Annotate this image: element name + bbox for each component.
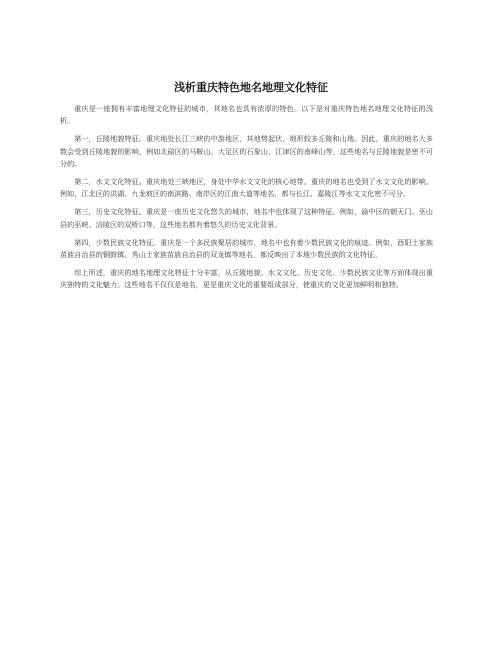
paragraph-history: 第三，历史文化特征。重庆是一座历史文化悠久的城市，地名中也体现了这种特征。例如，渝中区的朝天门、巫山县的巫峡、涪陵区的双桥口等，这些地名都有着悠久的历史文化背景。 [60, 207, 433, 229]
paragraph-hilly-terrain: 第一，丘陵地貌特征。重庆地处长江三峡的中游地区，其地势起伏，地形较多丘陵和山地。因此，重庆的地名大多数会受到丘陵地貌的影响，例如北碚区的马鞍山、大足区的石象山、江津区的南峰山等，这些地名与丘陵地貌是密不可分的。 [60, 134, 433, 168]
document-body [60, 103, 433, 298]
paragraph-hydrology: 第二，水文文化特征。重庆地处三峡地区，身处中华水文文化的核心地带。重庆的地名也受到了水文文化的影响。例如，江北区的洪湖、九龙坡区的南滨路、南岸区的江南大道等地名，都与长江、嘉陵江等水文文化密不可分。 [60, 177, 433, 199]
document-title: 浅析重庆特色地名地理文化特征 [174, 81, 328, 94]
paragraph-conclusion: 综上所述，重庆的地名地理文化特征十分丰富，从丘陵地貌、水文文化、历史文化、少数民族文化等方面体现出重庆独特的文化魅力。这些地名不仅仅是地名，更是重庆文化的重要组成部分，使重庆的文化更加鲜明和独特。 [60, 268, 433, 290]
paragraph-intro: 重庆是一座拥有丰富地理文化特征的城市，其地名也具有浓厚的特色。以下是对重庆特色地名地理文化特征的浅析。 [60, 104, 433, 126]
paragraph-ethnic-minority: 第四，少数民族文化特征。重庆是一个多民族聚居的城市，地名中也有着少数民族文化的痕迹。例如，酉阳土家族苗族自治县的铜鼓镇、秀山土家族苗族自治县的双龙镇等地名，都反映出了本地少数民族的文化特征。 [60, 237, 433, 260]
